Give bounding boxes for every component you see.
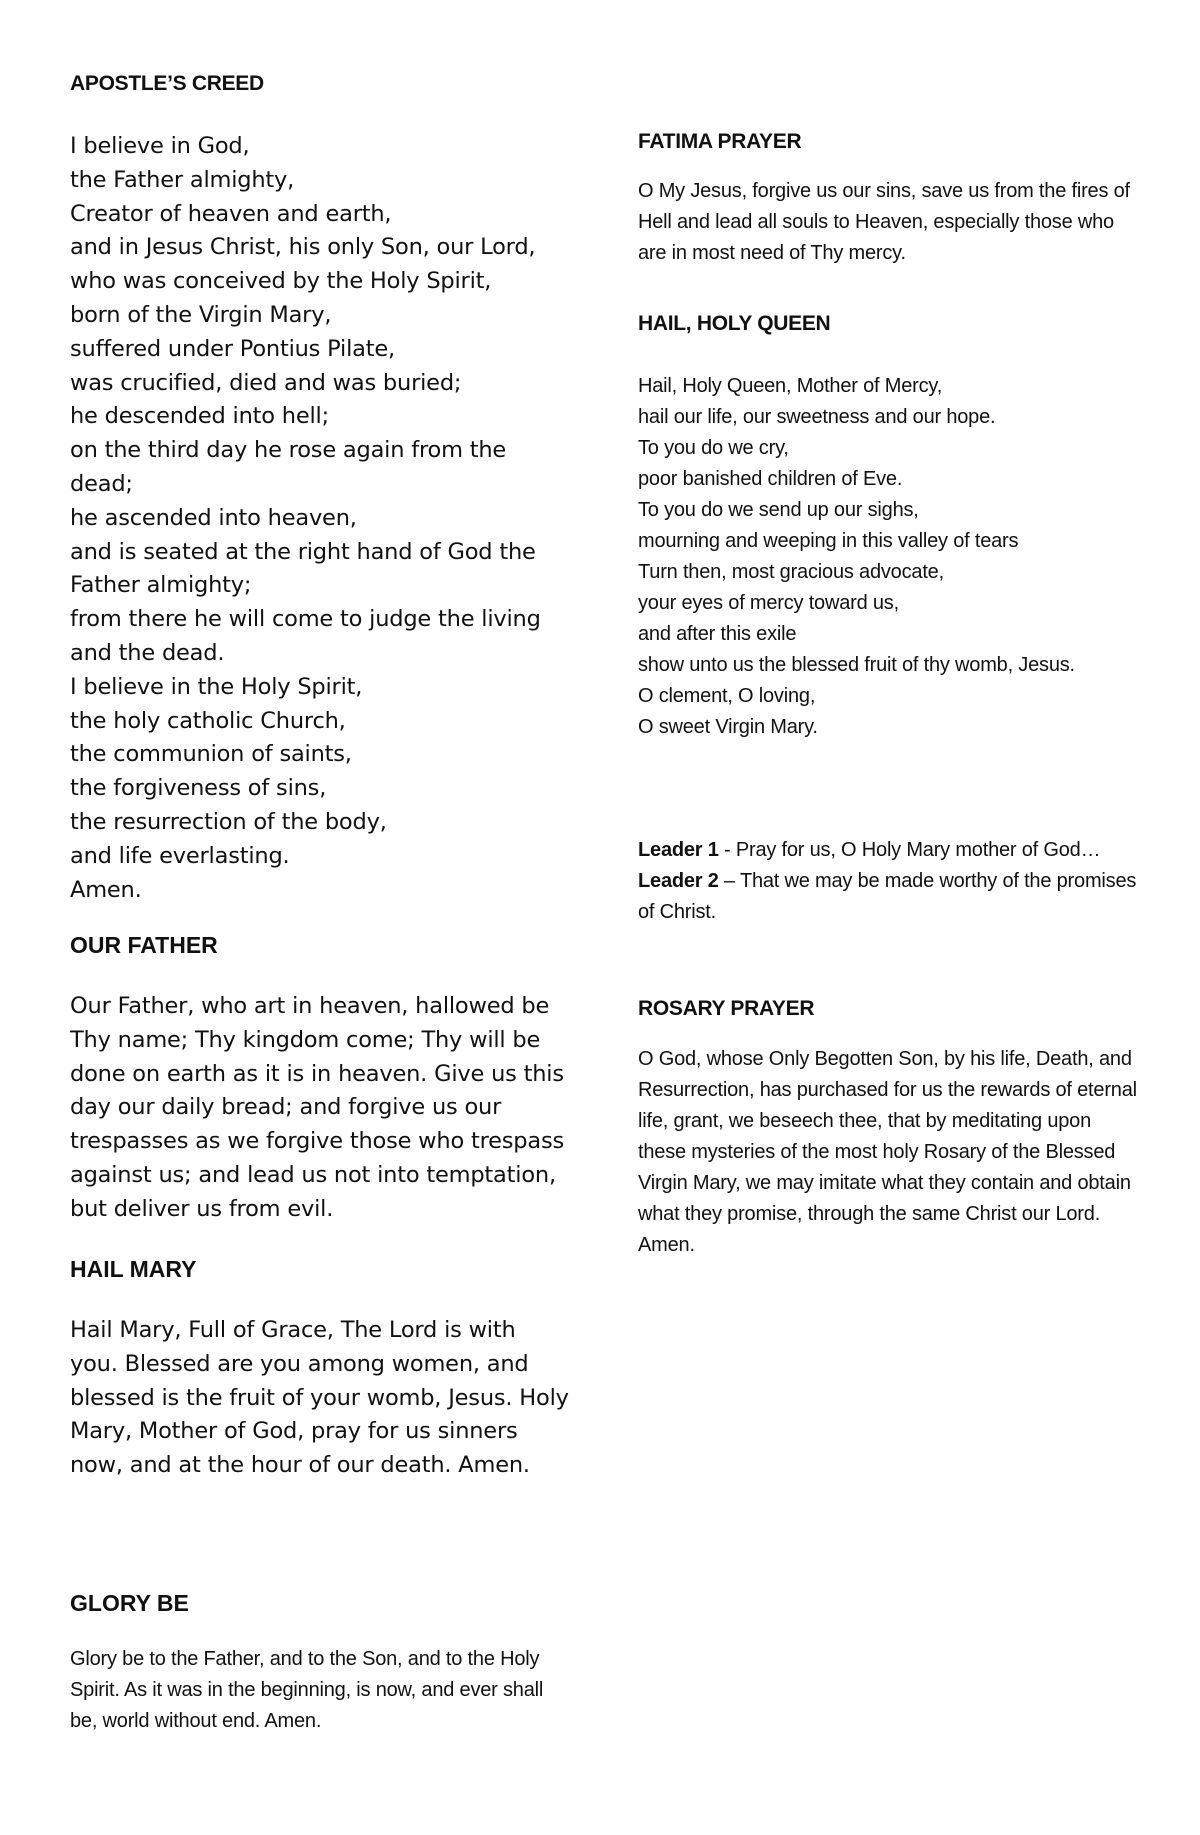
creed-line: and is seated at the right hand of God the Father almighty; [70, 538, 536, 599]
creed-line: the holy catholic Church, [70, 707, 346, 734]
creed-line: born of the Virgin Mary, [70, 301, 332, 328]
hail-holy-queen-line: Turn then, most gracious advocate, [638, 561, 944, 583]
rosary-prayer-title: ROSARY PRAYER [638, 997, 815, 1020]
creed-line: the Father almighty, [70, 166, 295, 193]
apostles-creed-title: APOSTLE’S CREED [70, 72, 264, 95]
leader-1-text: - Pray for us, O Holy Mary mother of God… [718, 839, 1101, 861]
glory-be-title: GLORY BE [70, 1590, 189, 1616]
hail-holy-queen-line: To you do we cry, [638, 437, 789, 459]
fatima-prayer-title: FATIMA PRAYER [638, 130, 802, 153]
leader-1-label: Leader 1 [638, 839, 719, 861]
leader-1-line [638, 835, 1138, 866]
rosary-prayer-text: O God, whose Only Begotten Son, by his life, Death, and Resurrection, has purchased for us the rewards of eternal life, grant, we beseech thee, that by meditating upon these mysteries of the most holy Rosary of the Blessed Virgin Mary, we may imitate what they contain and obtain what they promise, through the same Christ our Lord. Amen. [638, 1048, 1137, 1256]
creed-line: Amen. [70, 876, 142, 903]
creed-line: I believe in the Holy Spirit, [70, 673, 363, 700]
creed-line: the communion of saints, [70, 741, 352, 768]
hail-holy-queen-line: Hail, Holy Queen, Mother of Mercy, [638, 375, 943, 397]
hail-holy-queen-line: O clement, O loving, [638, 685, 816, 707]
hail-holy-queen-line: mourning and weeping in this valley of tears [638, 530, 1019, 552]
hail-holy-queen-line: show unto us the blessed fruit of thy womb, Jesus. [638, 654, 1075, 676]
hail-holy-queen-line: To you do we send up our sighs, [638, 499, 919, 521]
hail-holy-queen-text [638, 371, 1138, 743]
creed-line: was crucified, died and was buried; [70, 369, 462, 396]
creed-line: he ascended into heaven, [70, 504, 357, 531]
leader-2-text: – That we may be made worthy of the promises of Christ. [638, 870, 1137, 923]
hail-mary-text: Hail Mary, Full of Grace, The Lord is with you. Blessed are you among women, and blessed is the fruit of your womb, Jesus. Holy Mary, Mother of God, pray for us sinners now, and at the hour of our death. Amen. [70, 1317, 569, 1479]
glory-be-text: Glory be to the Father, and to the Son, and to the Holy Spirit. As it was in the beginning, is now, and ever shall be, world without end. Amen. [70, 1648, 544, 1732]
creed-line: the forgiveness of sins, [70, 775, 327, 802]
our-father-title: OUR FATHER [70, 932, 218, 958]
creed-line: who was conceived by the Holy Spirit, [70, 268, 492, 295]
creed-line: Creator of heaven and earth, [70, 200, 392, 227]
hail-mary-title: HAIL MARY [70, 1256, 197, 1282]
creed-line: he descended into hell; [70, 403, 329, 430]
hail-holy-queen-line: and after this exile [638, 623, 797, 645]
creed-line: I believe in God, [70, 133, 250, 159]
creed-line: from there he will come to judge the living and the dead. [70, 606, 541, 666]
fatima-prayer-text: O My Jesus, forgive us our sins, save us from the fires of Hell and lead all souls to Heaven, especially those who are in most need of Thy mercy. [638, 180, 1130, 264]
leader-responses [638, 835, 1138, 928]
leader-2-line [638, 866, 1138, 928]
creed-line: and life everlasting. [70, 842, 290, 869]
hail-holy-queen-line: your eyes of mercy toward us, [638, 592, 899, 614]
our-father-text: Our Father, who art in heaven, hallowed be Thy name; Thy kingdom come; Thy will be done on earth as it is in heaven. Give us this day our daily bread; and forgive us our trespasses as we forgive those who trespass against us; and lead us not into temptation, but deliver us from evil. [70, 993, 565, 1222]
creed-line: and in Jesus Christ, his only Son, our Lord, [70, 234, 536, 261]
hail-holy-queen-title: HAIL, HOLY QUEEN [638, 312, 831, 335]
leader-2-label: Leader 2 [638, 870, 719, 892]
hail-holy-queen-line: O sweet Virgin Mary. [638, 716, 818, 738]
apostles-creed-text [70, 130, 570, 907]
creed-line: the resurrection of the body, [70, 808, 387, 835]
creed-line: suffered under Pontius Pilate, [70, 335, 395, 362]
hail-holy-queen-line: poor banished children of Eve. [638, 468, 903, 490]
creed-line: on the third day he rose again from the dead; [70, 437, 507, 497]
hail-holy-queen-line: hail our life, our sweetness and our hope. [638, 406, 996, 428]
